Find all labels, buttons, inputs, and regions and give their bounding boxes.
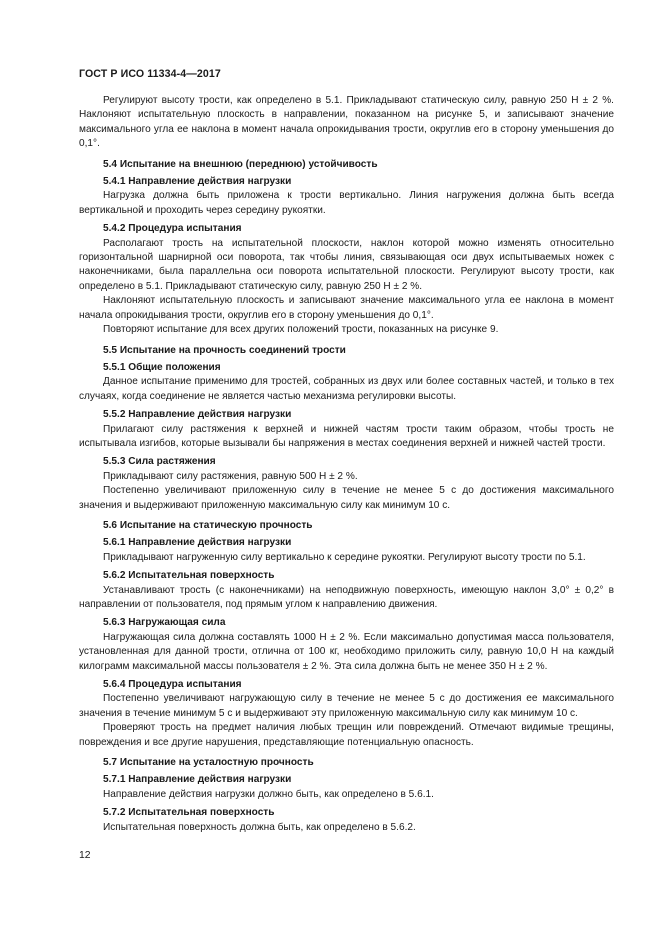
- body-paragraph: Испытательная поверхность должна быть, как определено в 5.6.2.: [103, 821, 416, 833]
- subsection-heading: 5.5.3 Сила растяжения: [103, 456, 216, 468]
- section-heading: 5.6 Испытание на статическую прочность: [103, 519, 313, 531]
- body-paragraph: Нагрузка должна быть приложена к трости вертикально. Линия нагружения должна быть всегда вертикальной и проходить через середину рукоятки.: [79, 190, 614, 216]
- subsection-heading: 5.7.1 Направление действия нагрузки: [103, 774, 292, 786]
- document-body: [79, 94, 614, 835]
- subsection-heading: 5.6.2 Испытательная поверхность: [103, 570, 275, 582]
- page-number: 12: [79, 850, 91, 861]
- body-paragraph: Прикладывают нагруженную силу вертикально к середине рукоятки. Регулируют высоту трости по 5.1.: [103, 551, 586, 563]
- body-paragraph: Наклоняют испытательную плоскость и записывают значение максимального угла ее наклона в момент начала опрокидывания трости, округлив его в сторону уменьшения до 0,1°.: [79, 295, 614, 321]
- body-paragraph: Прилагают силу растяжения к верхней и нижней частям трости таким образом, чтобы трость не испытывала изгибов, которые вызывали бы напряжения в местах соединения верхней и нижней частей трости.: [79, 423, 614, 449]
- body-paragraph: Устанавливают трость (с наконечниками) на неподвижную поверхность, имеющую наклон 3,0° ± 0,2° в направлении от пользователя, под прямым углом к направлению движения.: [79, 584, 614, 610]
- document-header: ГОСТ Р ИСО 11334-4—2017: [79, 68, 221, 80]
- subsection-heading: 5.5.1 Общие положения: [103, 361, 221, 373]
- section-heading: 5.5 Испытание на прочность соединений трости: [103, 344, 346, 356]
- body-paragraph: Прикладывают силу растяжения, равную 500 Н ± 2 %.: [103, 470, 358, 482]
- subsection-heading: 5.4.1 Направление действия нагрузки: [103, 176, 292, 188]
- subsection-heading: 5.6.3 Нагружающая сила: [103, 617, 226, 629]
- body-paragraph: Нагружающая сила должна составлять 1000 Н ± 2 %. Если максимально допустимая масса пользователя, установленная для данной трости, отлична от 100 кг, необходимо приложить силу, равную 10,0 Н на каждый килограмм максимальной массы пользователя ± 2 %. Эта сила должна быть не менее 350 Н ± 2 %.: [79, 631, 614, 672]
- body-paragraph: Постепенно увеличивают приложенную силу в течение не менее 5 с до достижения максимального значения и выдерживают приложенную максимальную силу как минимум 10 с.: [79, 485, 614, 511]
- body-paragraph: Направление действия нагрузки должно быть, как определено в 5.6.1.: [103, 788, 434, 800]
- body-paragraph: Постепенно увеличивают нагружающую силу в течение не менее 5 с до достижения ее максимального значения в течение минимум 5 с и выдерживают эту приложенную максимальную силу как минимум 10 с.: [79, 693, 614, 719]
- body-paragraph: Регулируют высоту трости, как определено в 5.1. Прикладывают статическую силу, равную 250 Н ± 2 %. Наклоняют испытательную плоскость в направлении, показанном на рисунке 5, и записывают значение максимального угла ее наклона в момент начала опрокидывания трости, округлив его в сторону уменьшения до 0,1°.: [79, 95, 614, 150]
- body-paragraph: Повторяют испытание для всех других положений трости, показанных на рисунке 9.: [103, 324, 499, 336]
- subsection-heading: 5.6.4 Процедура испытания: [103, 679, 242, 691]
- subsection-heading: 5.6.1 Направление действия нагрузки: [103, 537, 292, 549]
- subsection-heading: 5.5.2 Направление действия нагрузки: [103, 409, 292, 421]
- body-paragraph: Данное испытание применимо для тростей, собранных из двух или более составных частей, и только в тех случаях, когда соединение не является частью механизма регулировки высоты.: [79, 376, 614, 402]
- subsection-heading: 5.7.2 Испытательная поверхность: [103, 807, 275, 819]
- section-heading: 5.4 Испытание на внешнюю (переднюю) устойчивость: [103, 158, 378, 170]
- body-paragraph: Проверяют трость на предмет наличия любых трещин или повреждений. Отмечают видимые трещины, повреждения и все другие нарушения, представляющие потенциальную опасность.: [79, 722, 614, 748]
- subsection-heading: 5.4.2 Процедура испытания: [103, 223, 242, 235]
- section-heading: 5.7 Испытание на усталостную прочность: [103, 757, 314, 769]
- body-paragraph: Располагают трость на испытательной плоскости, наклон которой можно изменять относительно горизонтальной шарнирной оси поворота, так чтобы линия, связывающая оси двух испытываемых ножек с наконечниками, была параллельна оси поворота испытательной плоскости. Регулируют высоту трости, как определено в 5.1. Прикладывают статическую силу, равную 250 Н ± 2 %.: [79, 237, 614, 292]
